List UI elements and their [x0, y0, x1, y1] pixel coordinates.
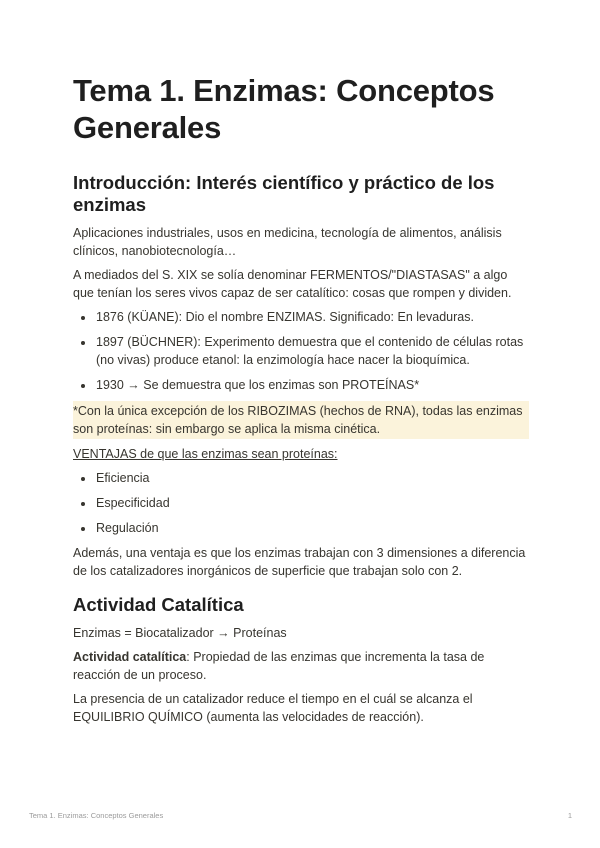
list-item: • Especificidad — [95, 494, 529, 512]
ventajas-list — [73, 469, 529, 537]
list-item: • 1876 (KÜANE): Dio el nombre ENZIMAS. Significado: En levaduras. — [95, 308, 529, 326]
term-actividad-catalitica: Actividad catalítica — [73, 650, 187, 664]
paragraph-actividad-definicion — [73, 648, 529, 684]
history-list — [73, 308, 529, 394]
list-item: • Eficiencia — [95, 469, 529, 487]
section-heading-introduccion: Introducción: Interés científico y práctico de los enzimas — [73, 172, 495, 215]
page-title: Tema 1. Enzimas: Conceptos Generales — [73, 73, 495, 145]
page-number: 1 — [567, 811, 572, 820]
definition-text: : Propiedad de las enzimas que incrementa la tasa de reacción de un proceso. — [73, 650, 485, 682]
paragraph-fermentos: A mediados del S. XIX se solía denominar FERMENTOS/"DIASTASAS" a algo que tenían los seres vivos capaz de ser catalítico: cosas que rompen y dividen. — [73, 268, 512, 300]
paragraph-dimensiones: Además, una ventaja es que los enzimas trabajan con 3 dimensiones a diferencia de los catalizadores inorgánicos de superficie que trabajan solo con 2. — [73, 546, 526, 578]
paragraph-aplicaciones: Aplicaciones industriales, usos en medicina, tecnología de alimentos, análisis clínicos, nanobiotecnología… — [73, 226, 502, 258]
callout-ribozimas: *Con la única excepción de los RIBOZIMAS (hechos de RNA), todas las enzimas son proteínas: sin embargo se aplica la misma cinética. — [73, 401, 529, 439]
list-item: • Regulación — [95, 519, 529, 537]
footer-title: Tema 1. Enzimas: Conceptos Generales — [29, 811, 164, 820]
document-page — [73, 72, 529, 732]
ventajas-heading: VENTAJAS de que las enzimas sean proteínas: — [73, 447, 338, 461]
paragraph-equilibrio: La presencia de un catalizador reduce el tiempo en el cuál se alcanza el EQUILIBRIO QUÍMICO (aumenta las velocidades de reacción). — [73, 692, 473, 724]
section-heading-actividad: Actividad Catalítica — [73, 594, 244, 615]
list-item: • 1930 → Se demuestra que los enzimas son PROTEÍNAS* — [95, 376, 529, 394]
list-item: • 1897 (BÜCHNER): Experimento demuestra que el contenido de células rotas (no vivas) produce etanol: la enzimología hace nacer la bioquímica. — [95, 333, 529, 369]
paragraph-biocatalizador: Enzimas = Biocatalizador → Proteínas — [73, 626, 287, 640]
page-footer — [29, 811, 572, 820]
